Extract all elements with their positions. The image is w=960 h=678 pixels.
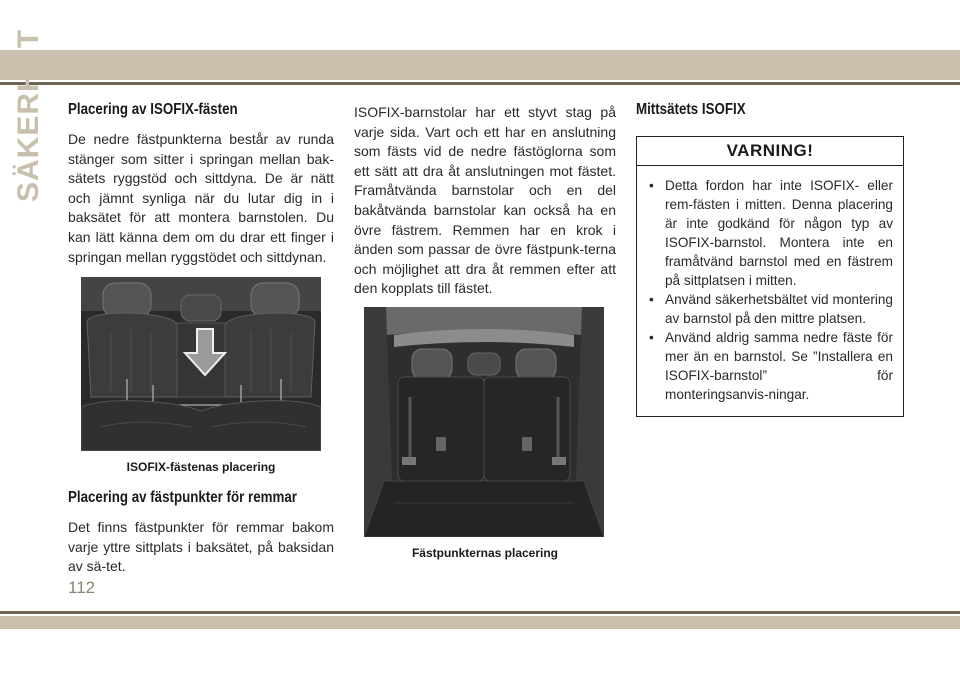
isofix-seat-paragraph: ISOFIX-barnstolar har ett styvt stag på varje sida. Vart och ett har en anslutning som fästs vid de nedre fästöglorna som ett sätt att dra åt anslutningen mot fästet. Framåtvända barnstolar och en del bakåtvända barnstolar kan också ha en övre fästrem. Remmen har en krok i änden som passar de övre fästpunk-terna och möjlighet att dra åt remmen efter att den kopplats till fästet.: [354, 104, 616, 297]
rear-seat-image: [81, 277, 321, 451]
warning-item: • Detta fordon har inte ISOFIX- eller rem-fästen i mitten. Denna placering är inte godkänd för någon typ av ISOFIX-barnstol. Montera inte en framåtvänd barnstol med en fästrem på sittplatsen i mitten.: [647, 176, 893, 290]
warning-list: [637, 166, 903, 416]
footer-band: [0, 616, 960, 629]
cargo-area-image: [364, 307, 604, 537]
side-tab-label: SÄKERHET: [12, 28, 45, 202]
isofix-heading: Placering av ISOFIX-fästen: [68, 101, 238, 118]
header-band: [0, 50, 960, 80]
warning-item: • Använd säkerhetsbältet vid montering av barnstol på den mittre platsen.: [647, 290, 893, 328]
page-number: 112: [68, 578, 96, 597]
column-right: [636, 100, 904, 417]
tether-photo: [364, 307, 604, 537]
header-rule: [0, 82, 960, 85]
warning-title: VARNING!: [637, 137, 903, 166]
tether-paragraph: Det finns fästpunkter för remmar bakom varje yttre sittplats i baksätet, på baksidan av sä-tet.: [68, 519, 334, 575]
isofix-caption: ISOFIX-fästenas placering: [126, 460, 276, 475]
column-middle: [354, 103, 616, 561]
center-seat-heading: Mittsätets ISOFIX: [636, 101, 746, 118]
column-left: [68, 100, 334, 577]
warning-box: [636, 136, 904, 417]
tether-caption: Fästpunkternas placering: [411, 545, 559, 560]
isofix-paragraph: De nedre fästpunkterna består av runda stänger som sitter i springan mellan bak-sätets ryggstöd och sittdyna. De är nätt och jämnt synliga när du lutar dig in i baksätet för att montera barnstolen. Du kan lätt känna dem om du drar ett finger i springan mellan ryggstödet och sittdynan.: [68, 131, 334, 265]
isofix-photo: [81, 277, 321, 451]
footer-rule: [0, 611, 960, 614]
tether-heading: Placering av fästpunkter för remmar: [68, 489, 297, 507]
warning-item: • Använd aldrig samma nedre fäste för mer än en barnstol. Se ”Installera en ISOFIX-barnstol” för monteringsanvis-ningar.: [647, 328, 893, 404]
